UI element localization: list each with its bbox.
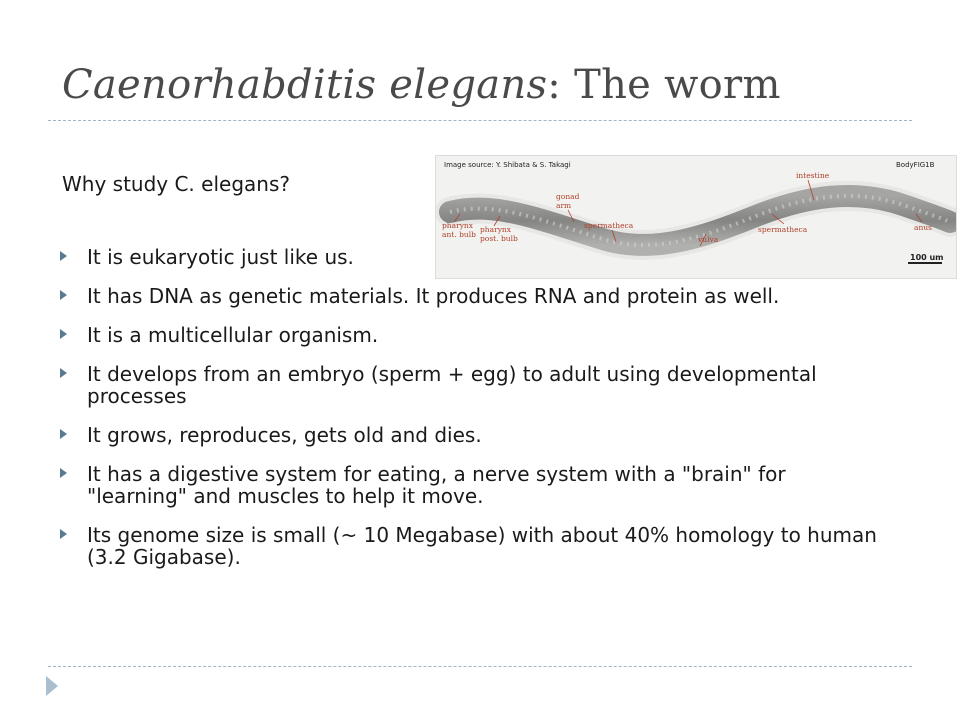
list-item	[60, 285, 890, 307]
list-item	[60, 424, 890, 446]
label-pharynx-ant: pharynx	[442, 221, 473, 230]
list-item	[60, 524, 890, 568]
footer-divider	[48, 666, 912, 667]
slide-title	[62, 62, 781, 108]
label-anus: anus	[914, 223, 932, 232]
list-item-text: It develops from an embryo (sperm + egg) to adult using developmental processes	[87, 362, 817, 408]
label-pharynx-post-bulb: post. bulb	[480, 234, 518, 243]
list-item	[60, 246, 890, 268]
figure-id-label: BodyFIG1B	[896, 161, 935, 169]
label-pharynx-ant-bulb: ant. bulb	[442, 230, 476, 239]
list-item-text: Its genome size is small (~ 10 Megabase) with about 40% homology to human (3.2 Gigabase).	[87, 523, 877, 569]
figure-source-label: Image source: Y. Shibata & S. Takagi	[444, 161, 571, 169]
bullet-arrow-icon	[60, 368, 67, 378]
list-item	[60, 324, 890, 346]
list-item	[60, 463, 890, 507]
title-subtitle: : The worm	[547, 62, 781, 108]
figure-scale-label: 100 um	[910, 253, 944, 262]
bullet-arrow-icon	[60, 429, 67, 439]
label-spermatheca-right: spermatheca	[758, 225, 808, 234]
label-gonad: gonad	[556, 192, 580, 201]
bullet-arrow-icon	[60, 468, 67, 478]
label-pharynx-post: pharynx	[480, 225, 511, 234]
reasons-list	[60, 246, 890, 585]
list-item	[60, 363, 890, 407]
label-gonad-arm: arm	[556, 201, 572, 210]
list-item-text: It grows, reproduces, gets old and dies.	[87, 423, 482, 447]
intro-question: Why study C. elegans?	[62, 172, 290, 196]
label-vulva: vulva	[698, 235, 719, 244]
list-item-text: It has a digestive system for eating, a nerve system with a "brain" for "learning" and muscles to help it move.	[87, 462, 786, 508]
bullet-arrow-icon	[60, 329, 67, 339]
bullet-arrow-icon	[60, 290, 67, 300]
title-divider	[48, 120, 912, 121]
title-species-name: Caenorhabditis elegans	[62, 62, 548, 108]
list-item-text: It is eukaryotic just like us.	[87, 245, 354, 269]
label-spermatheca-left: spermatheca	[584, 221, 634, 230]
bullet-arrow-icon	[60, 251, 67, 261]
list-item-text: It has DNA as genetic materials. It produces RNA and protein as well.	[87, 284, 780, 308]
label-intestine: intestine	[796, 171, 830, 180]
bullet-arrow-icon	[60, 529, 67, 539]
list-item-text: It is a multicellular organism.	[87, 323, 379, 347]
slide-corner-triangle-icon	[46, 676, 58, 696]
